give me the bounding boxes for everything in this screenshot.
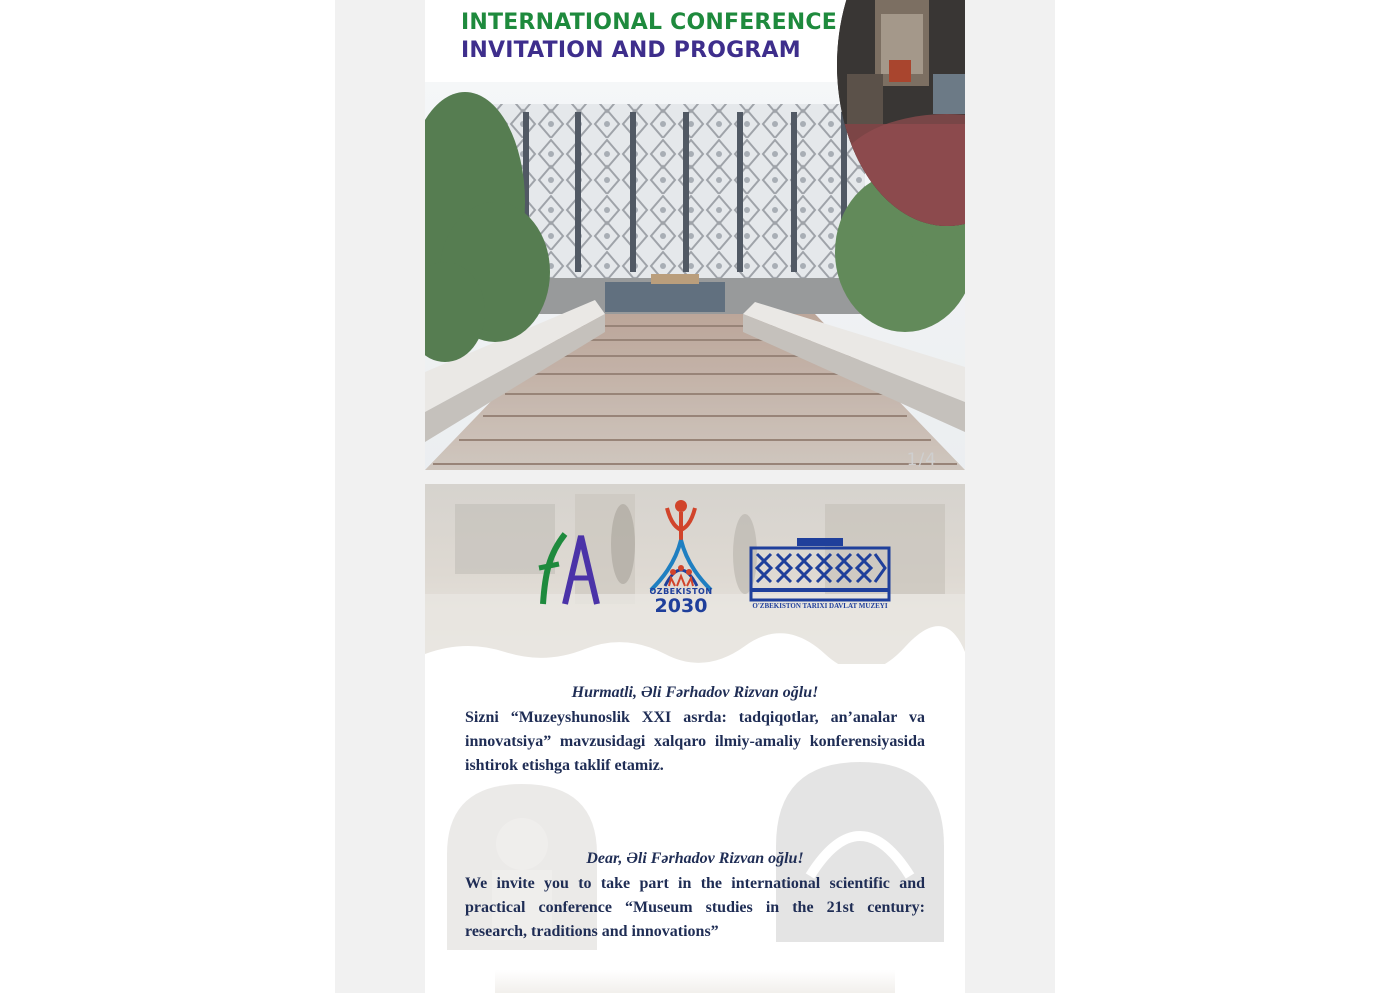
uzbekistan-2030-logo bbox=[645, 494, 717, 619]
greeting-uz: Hurmatli, Əli Fərhadov Rizvan oğlu! bbox=[571, 684, 819, 701]
page-counter: 1/4 bbox=[906, 450, 937, 470]
invitation-text-en: We invite you to take part in the international scientific and practical conference “Museum studies in the 21st century: research, traditions and innovations” bbox=[465, 875, 925, 940]
museum-hall-background bbox=[425, 484, 965, 664]
greeting-en: Dear, Əli Fərhadov Rizvan oğlu! bbox=[586, 850, 804, 867]
title-line-2: INVITATION AND PROGRAM bbox=[461, 38, 801, 63]
page-1 bbox=[425, 0, 965, 470]
page-2 bbox=[425, 484, 965, 993]
museum-name-text: O'ZBEKISTON TARIXI DAVLAT MUZEYI bbox=[752, 602, 888, 610]
next-section-edge bbox=[495, 970, 895, 993]
uzbekistan-2030-line2: 2030 bbox=[654, 595, 708, 617]
state-history-museum-logo bbox=[745, 536, 895, 616]
title-line-1: INTERNATIONAL CONFERENCE bbox=[461, 10, 837, 35]
invitation-text-uz: Sizni “Muzeyshunoslik XXI asrda: tadqiqotlar, an’analar va innovatsiya” mavzusidagi xalqaro ilmiy-amaliy konferensiyasida ishtirok etishga taklif etamiz. bbox=[465, 709, 925, 774]
uzbekistan-2030-line1: OZBEKISTON bbox=[649, 587, 713, 596]
fa-logo bbox=[535, 524, 605, 613]
